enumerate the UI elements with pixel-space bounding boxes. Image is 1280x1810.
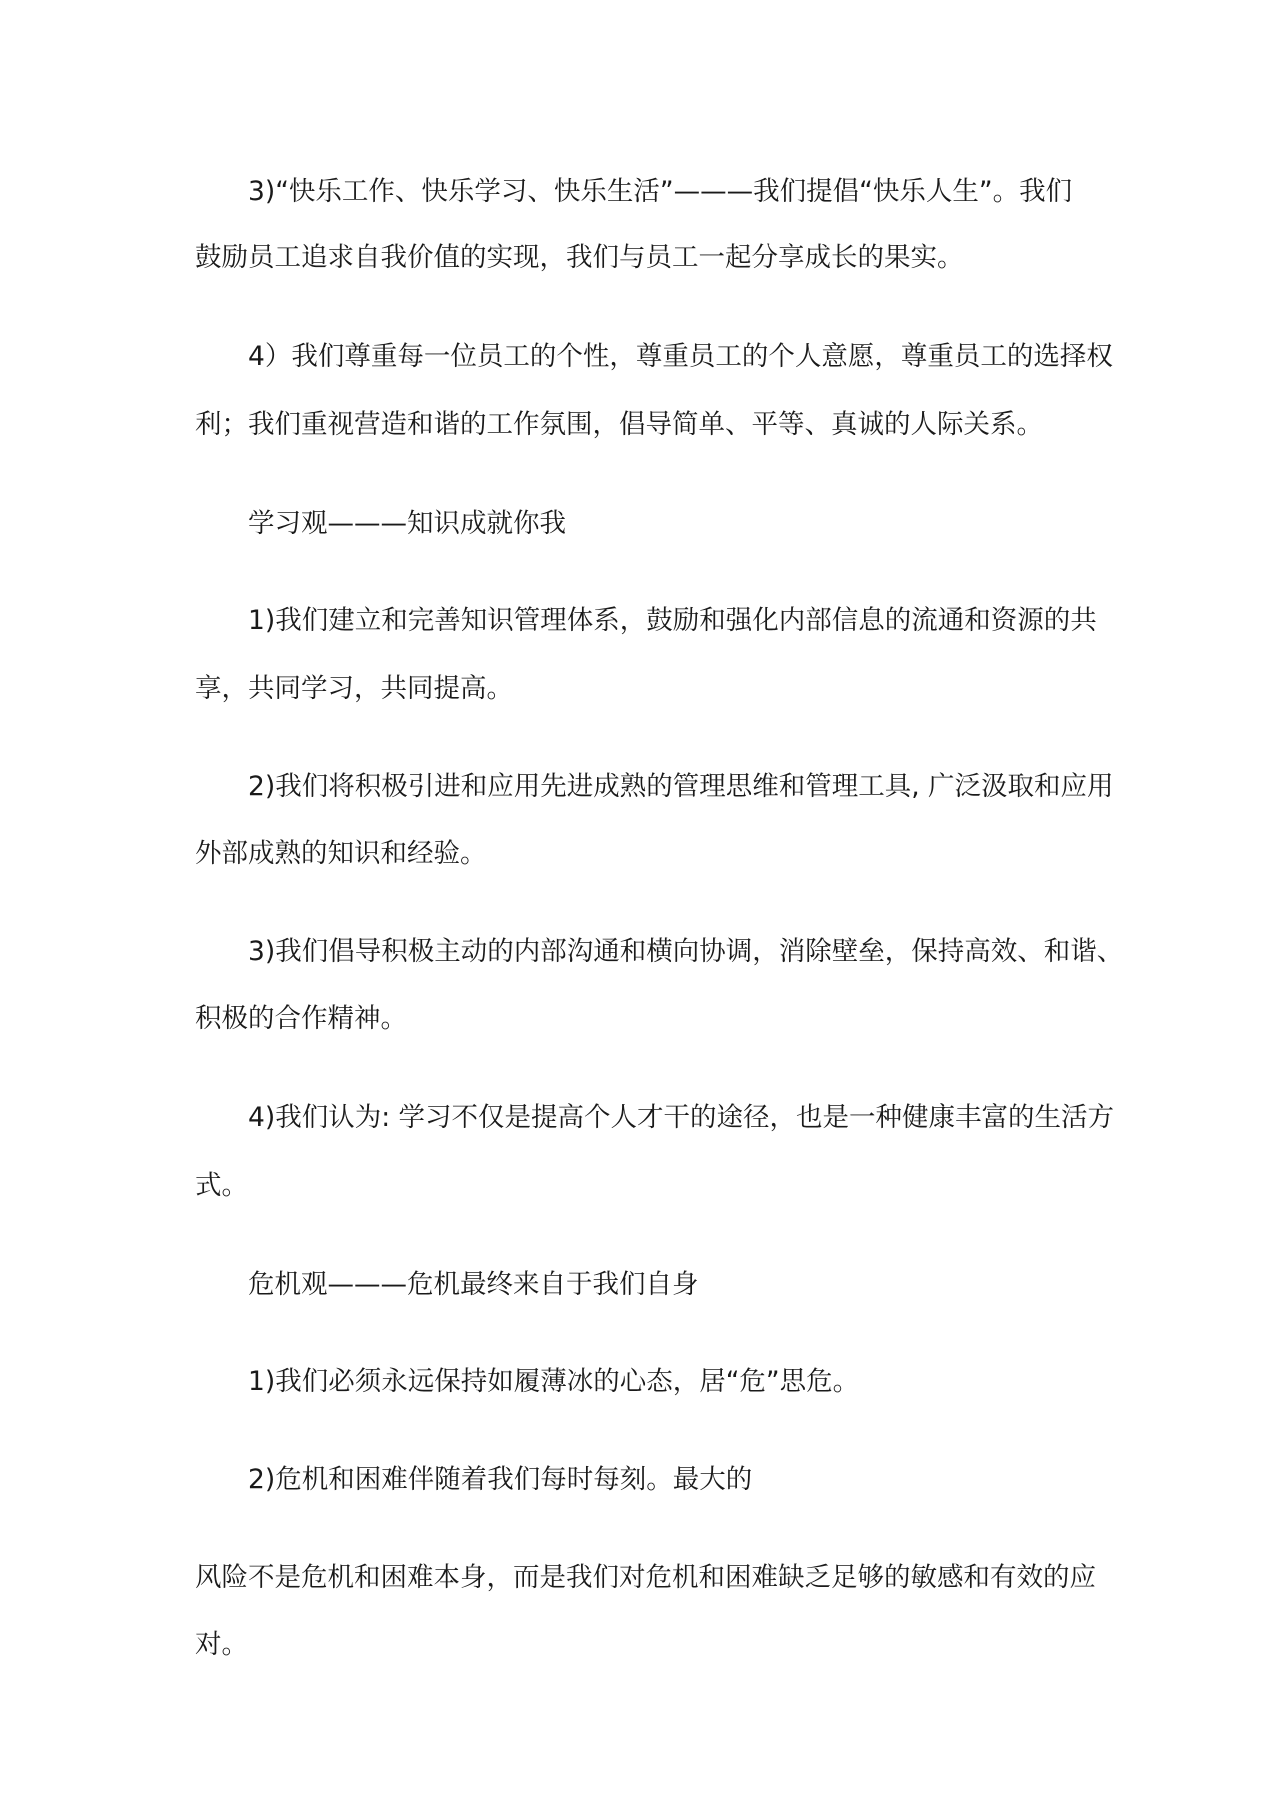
paragraph-line: 4)我们认为: 学习不仅是提高个人才干的途径，也是一种健康丰富的生活方 <box>248 1102 1115 1133</box>
paragraph-line: 利；我们重视营造和谐的工作氛围，倡导简单、平等、真诚的人际关系。 <box>195 409 1043 440</box>
paragraph-line: 1)我们必须永远保持如履薄冰的心态，居“危”思危。 <box>248 1366 860 1397</box>
paragraph-line: 享，共同学习，共同提高。 <box>195 673 513 704</box>
paragraph-line: 式。 <box>195 1170 248 1201</box>
paragraph-line: 对。 <box>195 1629 248 1660</box>
paragraph-line: 1)我们建立和完善知识管理体系，鼓励和强化内部信息的流通和资源的共 <box>248 605 1097 636</box>
section-heading: 危机观———危机最终来自于我们自身 <box>248 1269 699 1300</box>
paragraph-line: 4）我们尊重每一位员工的个性，尊重员工的个人意愿，尊重员工的选择权 <box>248 341 1113 372</box>
paragraph-line: 风险不是危机和困难本身，而是我们对危机和困难缺乏足够的敏感和有效的应 <box>195 1562 1096 1593</box>
paragraph-line: 2)危机和困难伴随着我们每时每刻。最大的 <box>248 1464 753 1495</box>
paragraph-line: 3)“快乐工作、快乐学习、快乐生活”———我们提倡“快乐人生”。我们 <box>248 176 1073 207</box>
paragraph-line: 外部成熟的知识和经验。 <box>195 838 487 869</box>
section-heading: 学习观———知识成就你我 <box>248 508 566 539</box>
paragraph-line: 鼓励员工追求自我价值的实现，我们与员工一起分享成长的果实。 <box>195 242 964 273</box>
paragraph-line: 3)我们倡导积极主动的内部沟通和横向协调，消除壁垒，保持高效、和谐、 <box>248 936 1124 967</box>
paragraph-line: 积极的合作精神。 <box>195 1003 407 1034</box>
paragraph-line: 2)我们将积极引进和应用先进成熟的管理思维和管理工具, 广泛汲取和应用 <box>248 771 1114 802</box>
